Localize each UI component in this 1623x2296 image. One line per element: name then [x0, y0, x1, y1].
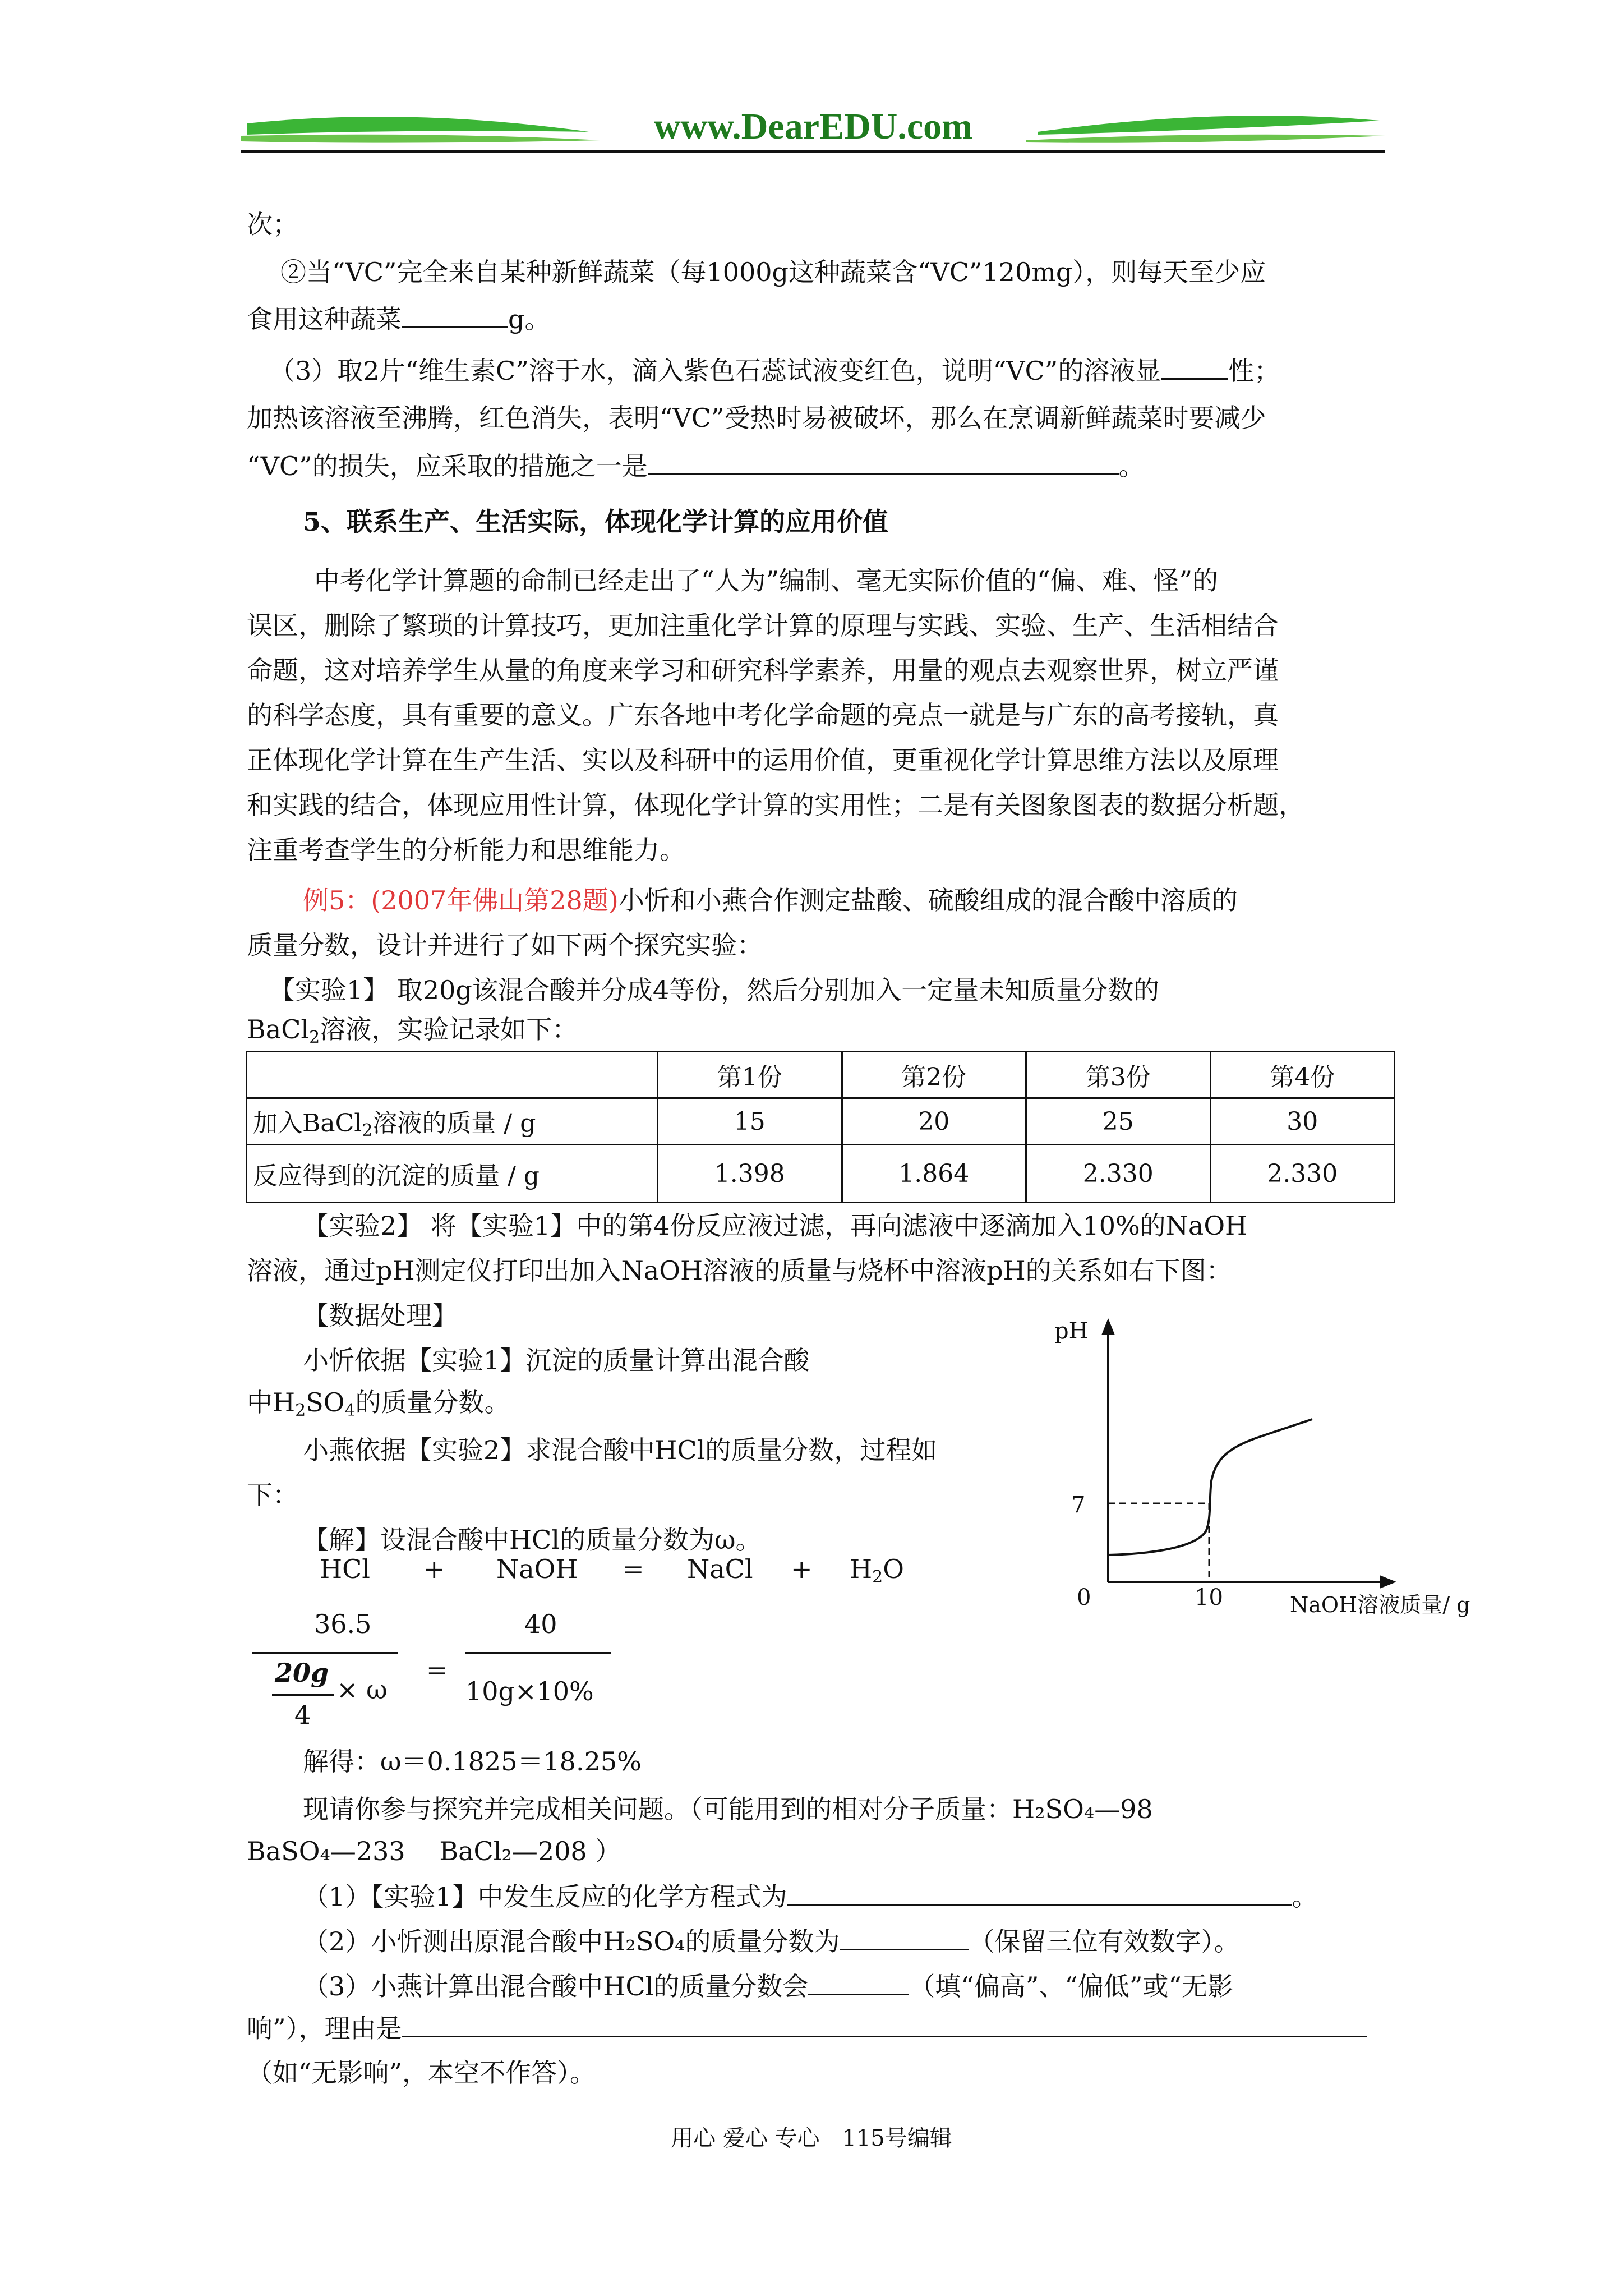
example-label: 例5：(2007年佛山第28题) [303, 885, 619, 915]
eq-hcl: HCl [320, 1554, 371, 1584]
text-line: 加热该溶液至沸腾，红色消失，表明“VC”受热时易被破坏，那么在烹调新鲜蔬菜时要减少 [247, 403, 1266, 433]
table-cell: 30 [1210, 1098, 1395, 1145]
experiment-table [246, 1051, 1395, 1203]
page-footer: 用心 爱心 专心 115号编辑 [671, 2125, 952, 2151]
origin-label: 0 [1077, 1585, 1091, 1611]
frac-numerator: 40 [524, 1609, 557, 1639]
table-cell [247, 1052, 658, 1098]
text-line: 【实验1】 取20g该混合酸并分成4等份，然后分别加入一定量未知质量分数的 [269, 975, 1160, 1005]
table-header: 第2份 [842, 1052, 1026, 1098]
table-cell: 1.398 [658, 1145, 842, 1203]
table-row [247, 1052, 1395, 1098]
answer-blank[interactable] [787, 1879, 1292, 1906]
table-cell: 1.864 [842, 1145, 1026, 1203]
logo-text: www.DearEDU.com [653, 106, 973, 147]
row-label: 反应得到的沉淀的质量 / g [247, 1145, 658, 1203]
frac-numerator: 36.5 [314, 1609, 372, 1639]
table-row [247, 1098, 1395, 1145]
paragraph-line: 和实践的结合，体现应用性计算，体现化学计算的实用性；二是有关图象图表的数据分析题， [247, 790, 1304, 820]
y-tick-label: 7 [1071, 1492, 1086, 1518]
text-line: 现请你参与探究并完成相关问题。（可能用到的相对分子质量：H₂SO₄—98 [303, 1794, 1153, 1824]
table-cell: 2.330 [1210, 1145, 1395, 1203]
table-cell: 15 [658, 1098, 842, 1145]
text-line: 小忻依据【实验1】沉淀的质量计算出混合酸 [303, 1345, 810, 1375]
fraction-bar [272, 1694, 334, 1696]
text-line: （2）小忻测出原混合酸中H₂SO₄的质量分数为 （保留三位有效数字）。 [303, 1924, 1387, 1958]
answer-blank[interactable] [840, 1924, 969, 1950]
text-line: 【解】设混合酸中HCl的质量分数为ω。 [303, 1525, 762, 1555]
table-cell: 20 [842, 1098, 1026, 1145]
row-label: 加入BaCl$_2$溶液的质量 / g [247, 1098, 658, 1145]
example-line: 例5：(2007年佛山第28题)小忻和小燕合作测定盐酸、硫酸组成的混合酸中溶质的 [303, 885, 1238, 915]
ph-graph [1038, 1307, 1509, 1621]
eq-nacl: NaCl [687, 1554, 753, 1584]
table-cell: 2.330 [1026, 1145, 1211, 1203]
table-cell: 25 [1026, 1098, 1211, 1145]
table-header: 第3份 [1026, 1052, 1211, 1098]
table-header: 第1份 [658, 1052, 842, 1098]
text-line: （如“无影响”，本空不作答）。 [247, 2058, 596, 2088]
header-logo [241, 101, 1385, 163]
frac-inner-den: 4 [294, 1700, 311, 1730]
text-line: 解得：ω＝0.1825＝18.25% [303, 1746, 642, 1777]
text-line: “VC”的损失，应采取的措施之一是 。 [247, 449, 1387, 483]
text-line: BaCl$_2$溶液，实验记录如下： [247, 1014, 578, 1047]
text-line: （3）小燕计算出混合酸中HCl的质量分数会 （填“偏高”、“偏低”或“无影 [303, 1969, 1387, 2003]
eq-plus: + [423, 1554, 445, 1584]
paragraph-line: 的科学态度，具有重要的意义。广东各地中考化学命题的亮点一就是与广东的高考接轨，真 [247, 700, 1279, 730]
x-axis-arrow-icon [1380, 1575, 1396, 1589]
answer-blank[interactable] [648, 449, 1119, 475]
frac-denominator: 10g×10% [465, 1676, 594, 1706]
text-line: 溶液，通过pH测定仪打印出加入NaOH溶液的质量与烧杯中溶液pH的关系如右下图： [247, 1255, 1232, 1286]
text-line: 【数据处理】 [303, 1300, 458, 1331]
text-line: 响”），理由是 [247, 2011, 1387, 2045]
frac-times: × ω [336, 1674, 388, 1705]
eq-plus: + [791, 1554, 813, 1584]
paragraph-line: 误区，删除了繁琐的计算技巧，更加注重化学计算的原理与实践、实验、生产、生活相结合 [247, 610, 1279, 641]
eq-water: $H_2O$ [850, 1554, 904, 1587]
answer-blank[interactable] [402, 302, 508, 328]
eq-equals: = [623, 1554, 644, 1584]
fraction-bar [465, 1652, 611, 1654]
section-heading: 5、联系生产、生活实际，体现化学计算的应用价值 [303, 507, 889, 537]
text-line: 下： [247, 1480, 298, 1510]
answer-blank[interactable] [1161, 353, 1228, 380]
fraction-bar [252, 1652, 398, 1654]
text-line: BaSO₄—233 BaCl₂—208 ） [247, 1836, 621, 1866]
table-header: 第4份 [1210, 1052, 1395, 1098]
text-line: 食用这种蔬菜 g。 [247, 302, 1387, 336]
eq-naoh: NaOH [496, 1554, 578, 1584]
text-line: 【实验2】 将【实验1】中的第4份反应液过滤，再向滤液中逐滴加入10%的NaOH [303, 1211, 1248, 1241]
text-line: ②当“VC”完全来自某种新鲜蔬菜（每1000g这种蔬菜含“VC”120mg），则每天至少应 [280, 257, 1266, 287]
frac-equal: = [426, 1655, 448, 1685]
paragraph-line: 中考化学计算题的命制已经走出了“人为”编制、毫无实际价值的“偏、难、怪”的 [314, 565, 1219, 596]
x-tick-label: 10 [1195, 1585, 1223, 1611]
x-axis-label: NaOH溶液质量/ g [1290, 1593, 1470, 1617]
table-row [247, 1145, 1395, 1203]
text-line: 中$H_2SO_4$的质量分数。 [247, 1387, 510, 1420]
text-line: 小燕依据【实验2】求混合酸中HCl的质量分数，过程如 [303, 1435, 938, 1465]
text-line: 质量分数，设计并进行了如下两个探究实验： [247, 930, 763, 960]
answer-blank[interactable] [402, 2011, 1367, 2037]
paragraph-line: 命题，这对培养学生从量的角度来学习和研究科学素养，用量的观点去观察世界，树立严谨 [247, 655, 1279, 685]
frac-inner-num: 20g [275, 1658, 329, 1688]
paragraph-line: 注重考查学生的分析能力和思维能力。 [247, 835, 685, 865]
y-axis-arrow-icon [1101, 1318, 1115, 1335]
y-axis-label: pH [1054, 1318, 1089, 1344]
text-line: 次； [247, 209, 298, 240]
ph-curve-plot [1038, 1307, 1509, 1621]
text-line: （1）【实验1】中发生反应的化学方程式为 。 [303, 1879, 1387, 1913]
answer-blank[interactable] [808, 1969, 909, 1995]
paragraph-line: 正体现化学计算在生产生活、实以及科研中的运用价值，更重视化学计算思维方法以及原理 [247, 745, 1279, 775]
text-line: （3）取2片“维生素C”溶于水，滴入紫色石蕊试液变红色，说明“VC”的溶液显 性； [269, 353, 1387, 388]
